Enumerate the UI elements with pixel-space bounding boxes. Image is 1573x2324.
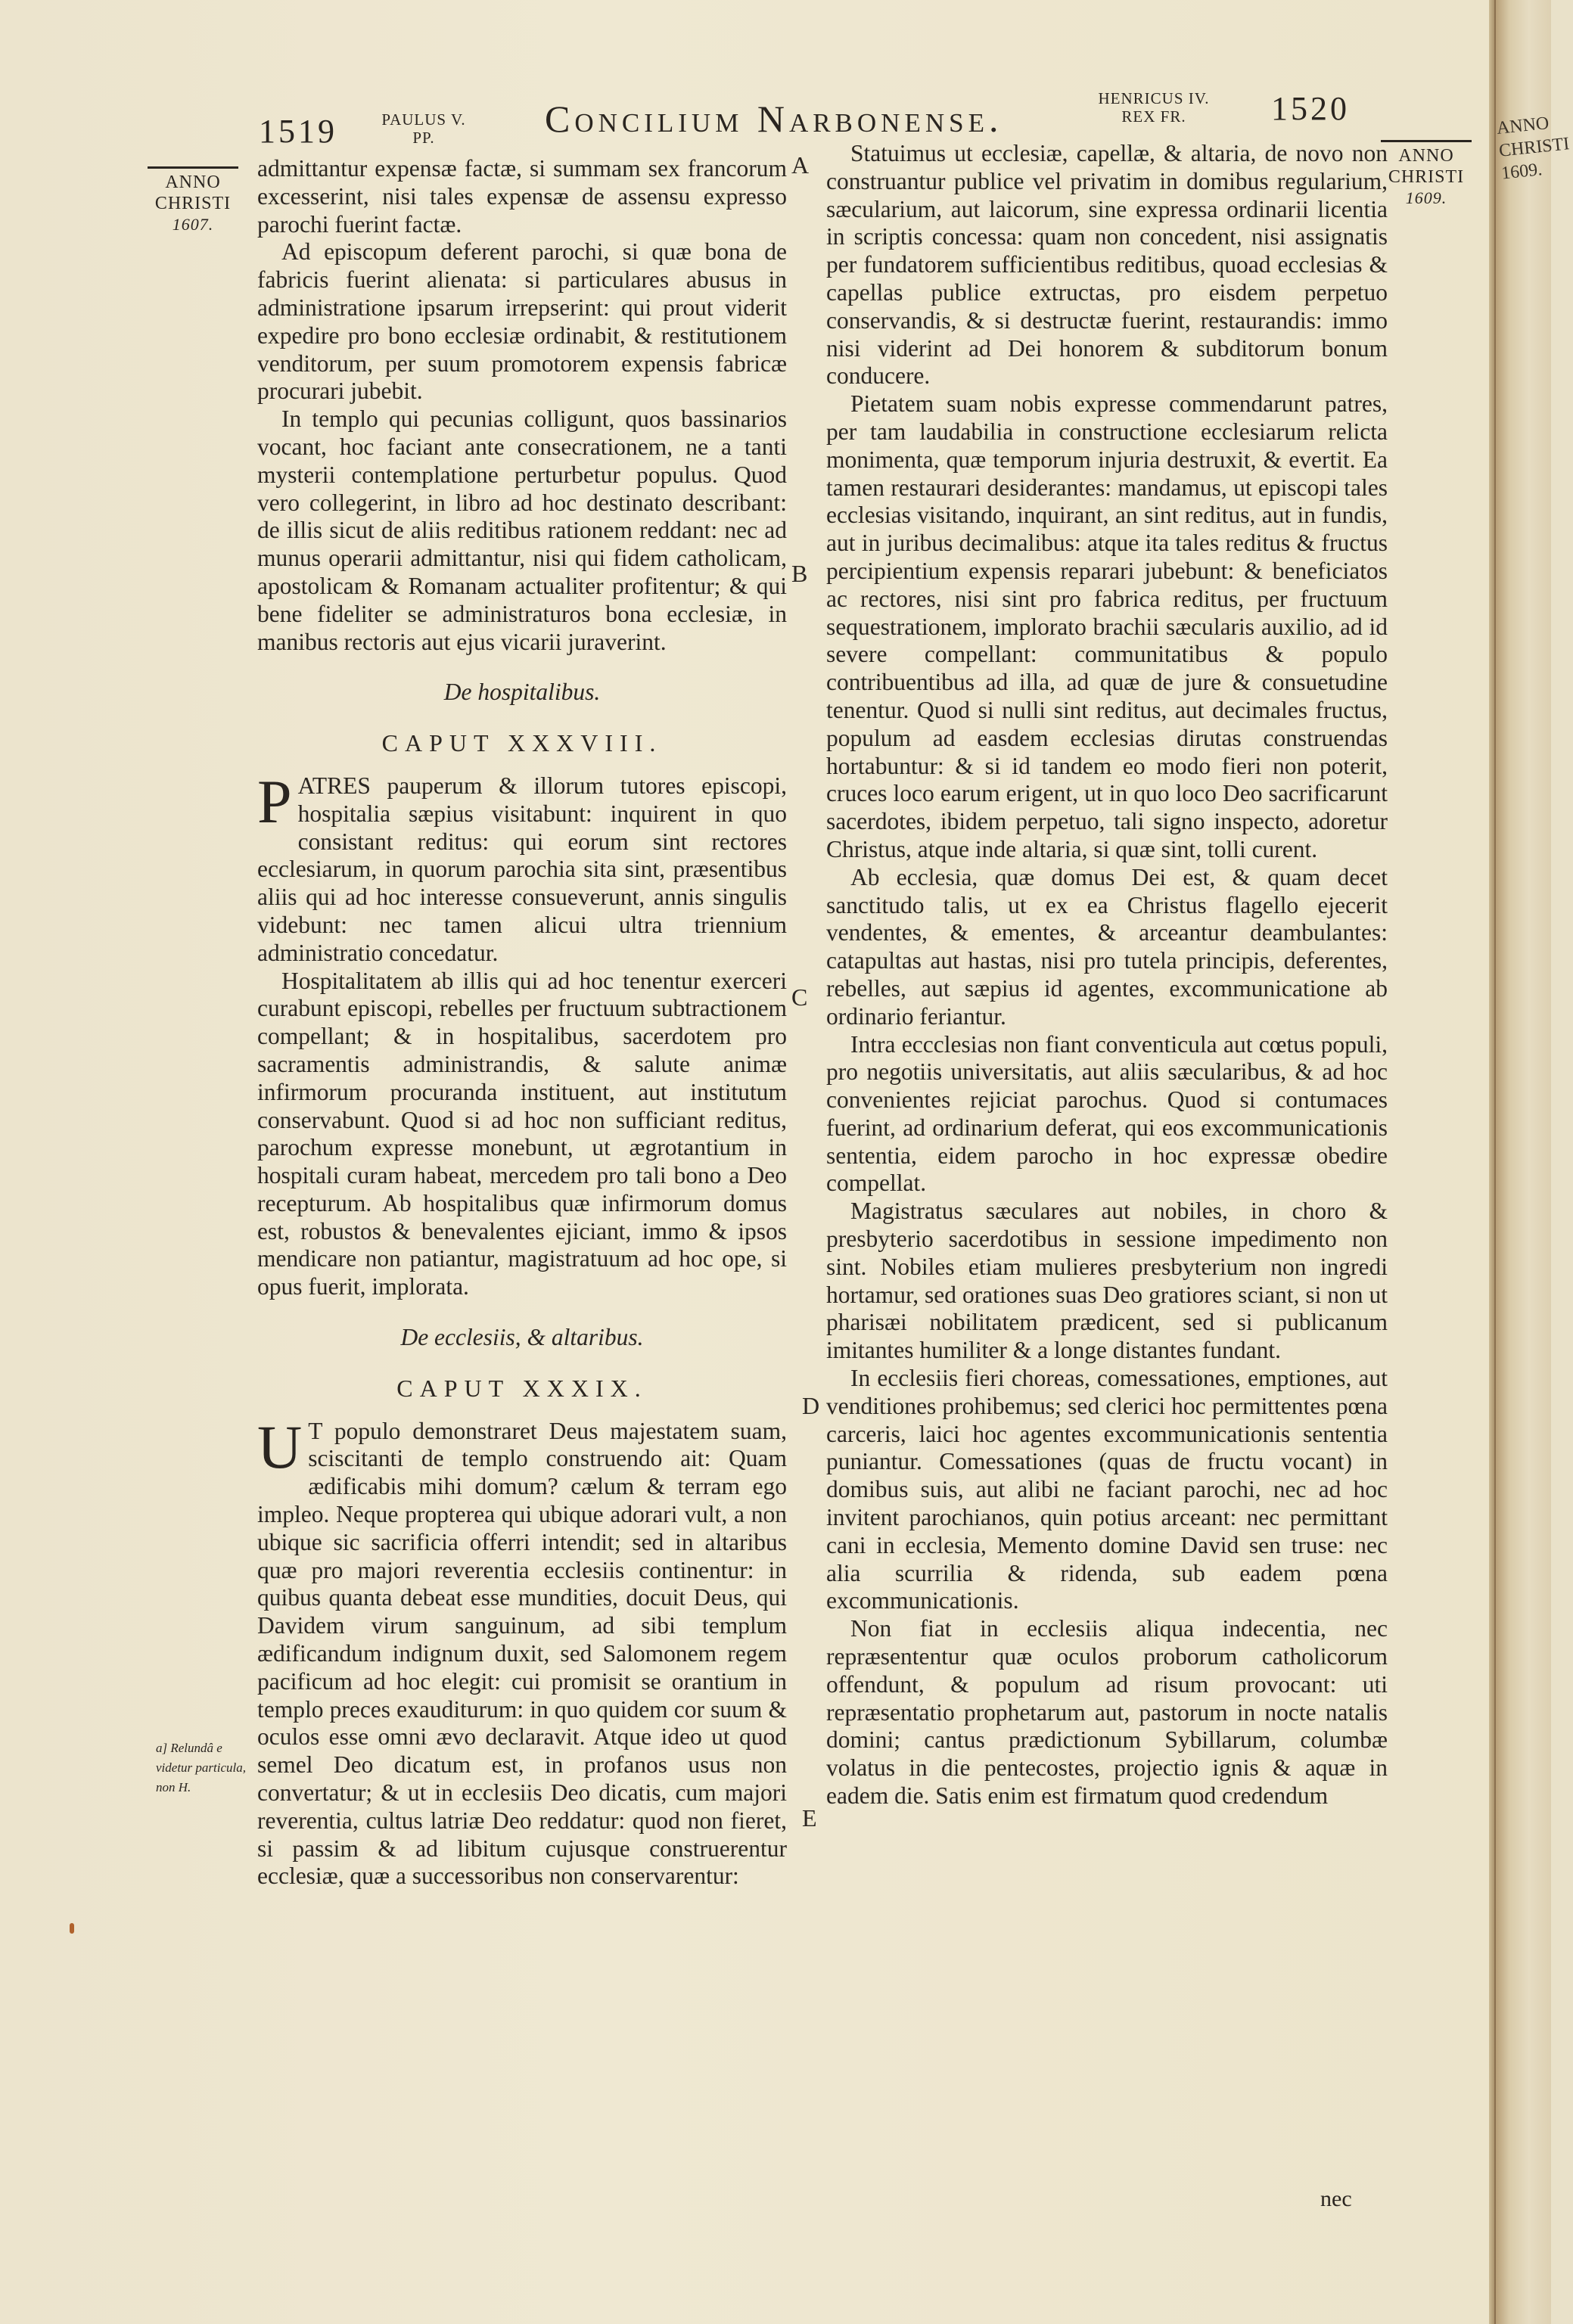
- paragraph-text: T populo demonstraret Deus majestatem suam, sciscitanti de templo construendo ait: Quam ædificabis mihi domum? cælum & terram ego impleo. Neque propterea qui ubique adorari vult, a non ubique sic sacrificia offerri intendit; sed in altaribus quæ pro majori reverentia ecclesiis continentur: in quibus quanta debeat esse mundities, docuit Deus, qui Davidem virum sanguinum, ad sibi templum ædificandum indignum duxit, sed Salomonem regem pacificum ad hoc elegit: cui promisit se orantium in templo preces exauditurum: in quo quidem cor suum & oculos esse omni ævo declaravit. Atque ideo ut quod semel Deo dicatum est, in profanos usus non convertatur; & ut in ecclesiis Deo dicatis, cum majori reverentia, cultus latriæ Deo reddatur: quod non fieret, si passim & ad libitum cujusque construerentur ecclesiæ, quæ a successoribus non conservarentur:: [257, 1417, 787, 1890]
- king-header: HENRICUS IV. REX FR.: [1098, 89, 1210, 126]
- paragraph: [257, 766, 787, 968]
- paragraph: In ecclesiis fieri choreas, comessationes, emptiones, aut venditiones prohibemus; sed clerici hoc permittentes pœna carceris, laici hoc agentes excommunicationis sententia puniantur. Comessationes (quas de fructu vocant) in domibus suis, aut alibi ne faciant parochi, nec ad hoc invitent parochianos, quin potius arceant: nec permittant cani in ecclesia, Memento domine David sen truse: nec alia scurrilia & ridenda, sub eadem pœna excommunicationis.: [826, 1365, 1388, 1614]
- paragraph: [257, 1412, 787, 1891]
- chapter-heading: CAPUT XXXIX.: [396, 1374, 648, 1402]
- margin-letter-a: A: [791, 151, 810, 179]
- paragraph: Pietatem suam nobis expresse commendarunt patres, per tam laudabilia in constructione ecclesiarum relicta monimenta, quæ temporum injuria destruxit, & evertit. Ea tamen restaurari desiderantes: mandamus, ut episcopi tales ecclesias visitando, inquirant, an sint reditus, aut in fundis, aut in juribus decimalibus: atque ita tales reditus & fructus percipientium expensis reparari jubebunt: & beneficiatos ac rectores, nisi sint pro fabrica reditus, per fructuum sequestrationem, implorato brachii sæcularis auxilio, ad id severe compellant: communitatibus & populo contribuentibus ad illa, ad quæ de jure & consuetudine tenentur. Quod si nulli sint reditus, aut decimales fructus, populum ad easdem ecclesias dirutas construendas hortabuntur: & si id tandem eo modo fieri non poterit, cruces loco earum erigent, ut in quo loco Deo sacrificarunt sacerdotes, ibidem perpetuo, tali signo inspecto, adoretur Christus, atque inde altaria, si quæ sint, tolli curent.: [826, 390, 1388, 862]
- drop-cap: P: [257, 766, 292, 836]
- anno-label: ANNO CHRISTI: [1388, 146, 1465, 187]
- paragraph: In templo qui pecunias colligunt, quos bassinarios vocant, hoc faciant ante consecrationem, ne a tanti mysterii contemplatione perturbetur populus. Quod vero collegerint, in libro ad hoc destinato describant: de illis sicut de aliis reditibus rationem reddant: nec ad munus operarii admittantur, nisi qui fidem catholicam, apostolicam & Romanam actualiter profitentur; & qui bene fideliter se administraturos bona ecclesiæ, in manibus rectoris aut ejus vicarii juraverint.: [257, 405, 787, 655]
- anno-christi-left: [144, 166, 242, 235]
- paragraph: Intra eccclesias non fiant conventicula aut cœtus populi, pro negotiis universitatis, aut aliis sæcularibus, & ad hoc convenientes rejiciat parochus. Quod si contumaces fuerint, ad ordinarium deferat, qui eos excommunicationis sententia, eidem parocho in hoc expressæ obedire compellat.: [826, 1030, 1388, 1197]
- section-subtitle: De ecclesiis, & altaribus.: [400, 1324, 644, 1351]
- left-column: [257, 155, 787, 1891]
- anno-rule: [1381, 140, 1472, 142]
- paragraph: Ad episcopum deferent parochi, si quæ bona de fabricis fuerint alienata: si particulares abusus in administratione ipsarum irrepserint: qui prout viderit expedire pro bono ecclesiæ ordinabit, & restitutionem venditorum, per suum promotorem expensis fabricæ procurari jubebit.: [257, 238, 787, 405]
- ink-mark: [70, 1923, 74, 1934]
- paragraph: Ab ecclesia, quæ domus Dei est, & quam decet sanctitudo talis, ut ex ea Christus flagello ejecerit vendentes, & ementes, & arceantur deambulantes: catapultas aut hastas, nisi pro tutela principis, deferentes, rebelles, aut sæpius id agentes, excommunicatione ab ordinario feriantur.: [826, 863, 1388, 1030]
- catchword: nec: [1320, 2186, 1352, 2211]
- paragraph: Non fiat in ecclesiis aliqua indecentia, nec repræsententur quæ oculos proborum catholicorum offendunt, & populum ad risum provocant: uti repræsentatio prophetarum aut, pastorum in nocte natalis domini; cantus prædictionum Sybillarum, columbæ volatus in die pentecostes, projectio ignis & aquæ in eadem die. Satis enim est firmatum quod credendum: [826, 1615, 1388, 1810]
- paragraph-text: ATRES pauperum & illorum tutores episcopi, hospitalia sæpius visitabunt: inquirent in quo consistant reditus: qui eorum sint rectores ecclesiarum, in quorum parochia sita sint, præsentibus aliis qui ad hoc interesse consueverunt, annis singulis videbunt: nec tamen alicui ultra triennium administratio concedatur.: [257, 772, 787, 966]
- running-title: Concilium Narbonense.: [545, 98, 1003, 140]
- margin-letter-d: D: [802, 1392, 820, 1419]
- anno-year: 1607.: [172, 215, 214, 234]
- paragraph: Statuimus ut ecclesiæ, capellæ, & altaria, de novo non construantur publice vel privatim in domibus regularium, sæcularium, aut laicorum, sine expressa ordinarii licentia in scriptis concessa: quam non concedent, nisi assignatis per fundatorem sufficientibus reditibus, quoad ecclesias & capellas publice extructas, pro eisdem perpetuo conservandis, & si destructæ fuerint, restaurandis: immo nisi viderint ad Dei honorem & subditorum bonum conducere.: [826, 140, 1388, 390]
- paragraph: Hospitalitatem ab illis qui ad hoc tenentur exerceri curabunt episcopi, rebelles per fructuum subtractionem compellant; & in hospitalibus, sacerdotem pro sacramentis administrandis, & salute animæ infirmorum procuranda instituent, aut institutum conservabunt. Quod si ad hoc non sufficiant reditus, parochum expresse monebunt, ut ægrotantium in hospitali curam habeat, mercedem pro tali bono a Deo recepturum. Ab hospitalibus quæ infirmorum domus est, robustos & benevalentes ejiciant, immo & ipsos mendicare non patiantur, magistratuum ad hoc ope, si opus fuerit, implorata.: [257, 967, 787, 1300]
- next-page-edge: [1494, 0, 1571, 2324]
- section-subtitle: De hospitalibus.: [443, 679, 601, 706]
- paragraph: Magistratus sæculares aut nobiles, in choro & presbyterio sacerdotibus in sessione impedimento non sint. Nobiles etiam mulieres presbyterium non ingredi hortamur, sed orationes suas Deo gratiores sciant, si non ut pharisæi nobilitatem prædicent, sed si publicanum imitantes humiliter & a longe distantes fundant.: [826, 1198, 1388, 1364]
- paragraph: admittantur expensæ factæ, si summam sex francorum excesserint, nisi tales expensæ de assensu expresso parochi fuerint factæ.: [257, 155, 787, 238]
- margin-letter-c: C: [791, 983, 808, 1011]
- anno-label: ANNO CHRISTI: [154, 172, 232, 213]
- anno-christi-right: [1377, 140, 1475, 209]
- anno-year: 1609.: [1405, 188, 1447, 207]
- pope-header: PAULUS V. PP.: [381, 110, 466, 147]
- margin-letter-e: E: [802, 1804, 817, 1832]
- drop-cap: U: [257, 1412, 303, 1481]
- margin-letter-b: B: [791, 560, 808, 587]
- right-column: [826, 140, 1388, 1810]
- left-page-number: 1519: [259, 113, 337, 150]
- right-page-number: 1520: [1271, 90, 1350, 127]
- next-page-anno: ANNO CHRISTI 1609.: [1495, 113, 1571, 184]
- chapter-heading: CAPUT XXXVIII.: [381, 729, 663, 757]
- marginal-footnote: a] Relundâ e videtur particula, non H.: [156, 1741, 246, 1794]
- anno-rule: [148, 166, 238, 169]
